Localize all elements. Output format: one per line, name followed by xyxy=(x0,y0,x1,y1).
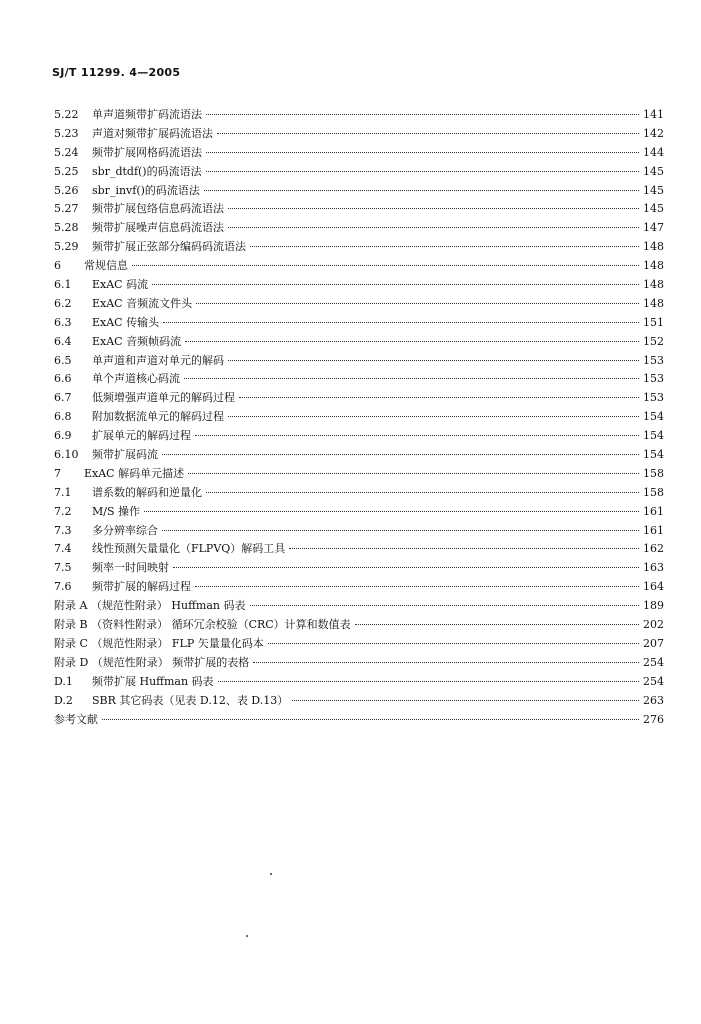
toc-entry-page: 153 xyxy=(643,372,664,386)
toc-entry-number: 7.6 xyxy=(54,580,72,594)
dot-leader xyxy=(206,152,639,153)
dot-leader xyxy=(144,511,639,512)
toc-entry-page: 202 xyxy=(643,618,664,632)
toc-entry-number: 7.3 xyxy=(54,523,72,537)
toc-entry-title: 扩展单元的解码过程 xyxy=(92,429,191,443)
toc-entry-number: 5.27 xyxy=(54,202,79,216)
toc-entry-number: 5.22 xyxy=(54,108,79,121)
dot-leader xyxy=(195,435,639,436)
toc-entry-title: 谱系数的解码和逆量化 xyxy=(92,485,202,499)
toc-entry[interactable] xyxy=(54,635,664,654)
toc-entry[interactable] xyxy=(54,276,664,295)
dot-leader xyxy=(228,360,639,361)
toc-entry-page: 154 xyxy=(643,429,664,443)
toc-entry[interactable] xyxy=(54,446,664,465)
dot-leader xyxy=(218,681,639,682)
toc-entry-page: 158 xyxy=(643,485,664,499)
toc-entry-page: 254 xyxy=(643,655,664,669)
toc-entry[interactable] xyxy=(54,427,664,446)
toc-entry[interactable] xyxy=(54,673,664,692)
toc-entry-title: ExAC 解码单元描述 xyxy=(84,466,185,480)
toc-entry-number: 5.25 xyxy=(54,164,79,178)
toc-entry-number: 7.2 xyxy=(54,504,72,518)
toc-entry-title: ExAC 音频流文件头 xyxy=(92,296,193,310)
toc-entry-page: 144 xyxy=(643,145,664,159)
toc-entry-page: 207 xyxy=(643,636,664,650)
dot-leader xyxy=(355,624,639,625)
toc-entry-number: 6.6 xyxy=(54,372,72,386)
toc-entry[interactable] xyxy=(54,559,664,578)
toc-entry-page: 145 xyxy=(643,164,664,178)
toc-entry[interactable] xyxy=(54,484,664,503)
toc-entry[interactable] xyxy=(54,503,664,522)
toc-entry-page: 148 xyxy=(643,240,664,254)
toc-entry[interactable] xyxy=(54,711,664,730)
toc-entry[interactable] xyxy=(54,257,664,276)
toc-entry-title: 常规信息 xyxy=(84,259,128,273)
toc-entry[interactable] xyxy=(54,389,664,408)
toc-entry-page: 161 xyxy=(643,523,664,537)
toc-entry[interactable] xyxy=(54,578,664,597)
toc-entry[interactable] xyxy=(54,125,664,144)
toc-entry-page: 142 xyxy=(643,126,664,140)
dot-leader xyxy=(195,586,639,587)
toc-entry-page: 148 xyxy=(643,278,664,292)
toc-entry-number: 6.9 xyxy=(54,429,72,443)
toc-entry-title: sbr_dtdf()的码流语法 xyxy=(92,164,202,178)
toc-entry-number: D.1 xyxy=(54,674,73,688)
toc-entry-title: 频带扩展正弦部分编码码流语法 xyxy=(92,240,246,254)
dot-leader xyxy=(173,567,639,568)
toc-entry-title: sbr_invf()的码流语法 xyxy=(92,183,200,197)
toc-entry-page: 148 xyxy=(643,296,664,310)
toc-entry-page: 164 xyxy=(643,580,664,594)
toc-entry-title: 频带扩展网格码流语法 xyxy=(92,145,202,159)
toc-entry[interactable] xyxy=(54,692,664,711)
dot-leader xyxy=(185,341,639,342)
toc-entry-page: 152 xyxy=(643,334,664,348)
dot-leader xyxy=(250,605,640,606)
toc-entry-number: 6.1 xyxy=(54,278,72,292)
toc-entry-number: 5.23 xyxy=(54,126,79,140)
toc-entry-number: D.2 xyxy=(54,693,73,707)
toc-entry[interactable] xyxy=(54,144,664,163)
toc-entry-page: 263 xyxy=(643,693,664,707)
toc-entry[interactable] xyxy=(54,163,664,182)
toc-entry-title: 频率一时间映射 xyxy=(92,561,169,575)
toc-entry-title: 附录 D （规范性附录） 频带扩展的表格 xyxy=(54,655,250,669)
dot-leader xyxy=(250,246,639,247)
toc-entry-page: 153 xyxy=(643,391,664,405)
toc-entry-page: 162 xyxy=(643,542,664,556)
dot-leader xyxy=(152,284,639,285)
toc-entry-number: 5.28 xyxy=(54,221,79,235)
toc-entry-number: 7 xyxy=(54,466,61,480)
toc-entry-page: 153 xyxy=(643,353,664,367)
dot-leader xyxy=(162,454,639,455)
toc-entry-page: 189 xyxy=(643,599,664,613)
toc-entry-title: 频带扩展码流 xyxy=(92,448,158,462)
dot-leader xyxy=(184,378,639,379)
toc-entry[interactable] xyxy=(54,352,664,371)
toc-entry[interactable] xyxy=(54,597,664,616)
toc-entry[interactable] xyxy=(54,654,664,673)
toc-entry-page: 161 xyxy=(643,504,664,518)
dot-leader xyxy=(188,473,639,474)
toc-entry[interactable] xyxy=(54,238,664,257)
toc-entry-title: 单个声道核心码流 xyxy=(92,372,180,386)
toc-entry[interactable] xyxy=(54,219,664,238)
table-of-contents xyxy=(54,106,664,729)
toc-entry-page: 148 xyxy=(643,259,664,273)
toc-entry-title: 频带扩展包络信息码流语法 xyxy=(92,202,224,216)
dot-leader xyxy=(292,700,639,701)
toc-entry-page: 154 xyxy=(643,448,664,462)
toc-entry-number: 7.4 xyxy=(54,542,72,556)
toc-entry-title: 线性预测矢量量化（FLPVQ）解码工具 xyxy=(92,542,286,556)
toc-entry-number: 6.8 xyxy=(54,410,72,424)
toc-entry-page: 141 xyxy=(643,108,664,121)
toc-entry[interactable] xyxy=(54,314,664,333)
toc-entry[interactable] xyxy=(54,200,664,219)
toc-entry-page: 147 xyxy=(643,221,664,235)
dot-leader xyxy=(253,662,639,663)
toc-entry-number: 6.2 xyxy=(54,296,72,310)
dot-leader xyxy=(268,643,639,644)
toc-entry-title: M/S 操作 xyxy=(92,504,141,518)
toc-entry-number: 5.29 xyxy=(54,240,79,254)
toc-entry-title: 附录 C （规范性附录） FLP 矢量量化码本 xyxy=(54,636,264,650)
toc-entry-title: 多分辨率综合 xyxy=(92,523,158,537)
toc-entry-title: 附录 A （规范性附录） Huffman 码表 xyxy=(54,599,246,613)
toc-entry[interactable] xyxy=(54,295,664,314)
toc-entry[interactable] xyxy=(54,540,664,559)
dot-leader xyxy=(206,114,639,115)
dot-leader xyxy=(228,208,639,209)
standard-code-header: SJ/T 11299. 4—2005 xyxy=(52,66,181,79)
dot-leader xyxy=(239,397,639,398)
dot-leader xyxy=(228,227,639,228)
toc-entry-title: SBR 其它码表（见表 D.12、表 D.13） xyxy=(92,693,289,707)
toc-entry[interactable] xyxy=(54,370,664,389)
toc-entry-title: 附加数据流单元的解码过程 xyxy=(92,410,224,424)
toc-entry-number: 7.5 xyxy=(54,561,72,575)
dot-leader xyxy=(206,492,639,493)
dot-leader xyxy=(132,265,639,266)
toc-entry-title: 单声道频带扩码流语法 xyxy=(92,108,202,121)
dot-leader xyxy=(206,171,639,172)
toc-entry-title: ExAC 音频帧码流 xyxy=(92,334,182,348)
dot-leader xyxy=(228,416,639,417)
dot-leader xyxy=(163,322,639,323)
toc-entry-page: 145 xyxy=(643,202,664,216)
toc-entry-title: 频带扩展 Huffman 码表 xyxy=(92,674,214,688)
toc-entry-title: 低频增强声道单元的解码过程 xyxy=(92,391,235,405)
toc-entry-number: 6.3 xyxy=(54,315,72,329)
dot-leader xyxy=(204,190,639,191)
toc-entry-title: ExAC 码流 xyxy=(92,278,149,292)
toc-entry[interactable] xyxy=(54,616,664,635)
toc-entry-number: 7.1 xyxy=(54,485,72,499)
toc-entry-number: 5.26 xyxy=(54,183,79,197)
dot-leader xyxy=(102,719,639,720)
toc-entry-title: 附录 B （资料性附录） 循环冗余校验（CRC）计算和数值表 xyxy=(54,618,351,632)
dot-leader xyxy=(289,548,639,549)
toc-entry-page: 154 xyxy=(643,410,664,424)
toc-entry-page: 276 xyxy=(643,712,664,726)
toc-entry-page: 151 xyxy=(643,315,664,329)
toc-entry-number: 6.4 xyxy=(54,334,72,348)
toc-entry[interactable] xyxy=(54,465,664,484)
toc-entry-page: 145 xyxy=(643,183,664,197)
toc-entry-title: 频带扩展的解码过程 xyxy=(92,580,191,594)
toc-entry[interactable] xyxy=(54,106,664,125)
toc-entry[interactable] xyxy=(54,522,664,541)
toc-entry-page: 158 xyxy=(643,466,664,480)
toc-entry-page: 163 xyxy=(643,561,664,575)
toc-entry-title: 声道对频带扩展码流语法 xyxy=(92,126,213,140)
toc-entry[interactable] xyxy=(54,408,664,427)
toc-entry[interactable] xyxy=(54,182,664,201)
toc-entry-number: 6.10 xyxy=(54,448,79,462)
dot-leader xyxy=(162,530,639,531)
toc-entry-title: 单声道和声道对单元的解码 xyxy=(92,353,224,367)
toc-entry-number: 6.5 xyxy=(54,353,72,367)
toc-entry-title: 参考文献 xyxy=(54,712,98,726)
dot-leader xyxy=(217,133,639,134)
toc-entry-title: ExAC 传输头 xyxy=(92,315,160,329)
toc-entry-number: 6.7 xyxy=(54,391,72,405)
dot-leader xyxy=(196,303,639,304)
toc-entry[interactable] xyxy=(54,333,664,352)
toc-entry-title: 频带扩展噪声信息码流语法 xyxy=(92,221,224,235)
toc-entry-number: 6 xyxy=(54,259,61,273)
toc-entry-page: 254 xyxy=(643,674,664,688)
toc-entry-number: 5.24 xyxy=(54,145,79,159)
